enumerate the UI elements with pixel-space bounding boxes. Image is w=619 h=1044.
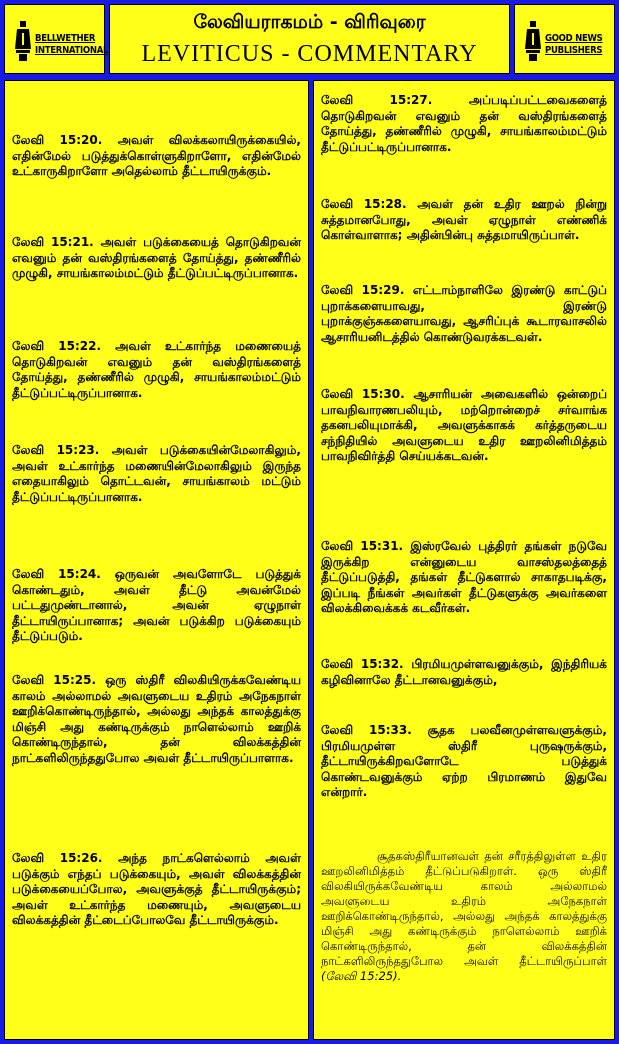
verse-text: ஆசாரியன் அவைகளில் ஒன்றைப் பாவநிவாரணபலியும், மற்றொன்றைச் சர்வாங்க தகனபலியுமாக்கி, அவளுக்காகக் கர்த்தருடைய சந்நிதியில் அவளுடைய உதிர ஊறலினிமித்தம் பாவநிவிர்த்தி செய்யக்கடவன். — [321, 387, 607, 464]
bellwether-logo-icon — [13, 19, 33, 63]
verse-paragraph — [12, 851, 301, 929]
title-panel — [109, 4, 510, 74]
commentary-paragraph — [321, 849, 607, 984]
english-title: LEVITICUS - COMMENTARY — [141, 41, 478, 67]
verse-paragraph — [321, 387, 607, 465]
good-news-logo-line1: GOOD NEWS — [545, 33, 603, 44]
verse-text: அவள் உட்கார்ந்த மணையைத் தொடுகிறவன் எவனும் தன் வஸ்திரங்களைத் தோய்த்து, தண்ணீரில் முழுகி, சாயங்காலம்மட்டும் தீட்டுப்பட்டிருப்பானாக. — [12, 339, 301, 400]
verse-paragraph — [321, 539, 607, 617]
verse-ref: லேவி 15:25. — [12, 673, 97, 687]
verse-ref: லேவி 15:20. — [12, 133, 103, 147]
verse-paragraph — [321, 723, 607, 801]
verse-ref: லேவி 15:32. — [321, 657, 404, 671]
verse-paragraph — [321, 93, 607, 155]
verse-text: ஒருவன் அவளோடே படுத்துக் கொண்டதும், அவள் தீட்டு அவன்மேல் பட்டதுமுண்டானால், அவன் ஏழுநாள் தீட்டாயிருப்பானாக; அவன் படுக்கிற படுக்கையும் தீட்டுப்படும். — [12, 567, 301, 644]
verse-paragraph — [321, 657, 607, 688]
verse-ref: லேவி 15:23. — [12, 443, 100, 457]
verse-paragraph — [321, 283, 607, 345]
good-news-logo — [523, 19, 608, 63]
bellwether-logo-line1: BELLWETHER — [35, 33, 96, 44]
verse-ref: லேவி 15:24. — [12, 567, 101, 581]
verse-text: அப்படிப்பட்டவைகளைத் தொடுகிறவன் எவனும் தன் வஸ்திரங்களைத் தோய்த்து, தண்ணீரில் முழுகி, சாயங்காலம்மட்டும் தீட்டுப்பட்டிருப்பானாக. — [321, 93, 607, 154]
verse-paragraph — [12, 673, 301, 767]
bellwether-logo — [13, 19, 109, 63]
verse-text: பிரமியமுள்ளவனுக்கும், இந்திரியக் கழிவினாலே தீட்டானவனுக்கும், — [321, 657, 607, 687]
verse-paragraph — [12, 133, 301, 180]
right-logo-panel — [514, 4, 615, 74]
verse-text: அவள் விலக்கலாயிருக்கையில், எதின்மேல் படுத்துக்கொள்ளுகிறாளோ, எதின்மேல் உட்காருகிறாளோ அதெல்லாம் தீட்டாயிருக்கும். — [12, 133, 301, 179]
verse-ref: லேவி 15:28. — [321, 197, 407, 211]
verse-paragraph — [12, 567, 301, 645]
verse-ref: லேவி 15:22. — [12, 339, 102, 353]
verse-ref: லேவி 15:33. — [321, 723, 412, 737]
verse-text: எட்டாம்நாளிலே இரண்டு காட்டுப் புறாக்களையாவது, இரண்டு புறாக்குஞ்சுகளையாவது, ஆசரிப்புக் கூடாரவாசலில் ஆசாரியனிடத்தில் கொண்டுவரக்கடவள். — [321, 283, 607, 344]
verse-paragraph — [12, 235, 301, 282]
verse-paragraph — [12, 443, 301, 505]
good-news-logo-text — [545, 33, 603, 57]
verse-ref: லேவி 15:31. — [321, 539, 404, 553]
verse-paragraph — [12, 339, 301, 401]
bellwether-logo-text — [35, 33, 108, 57]
verse-ref: லேவி 15:29. — [321, 283, 405, 297]
good-news-logo-icon — [523, 19, 543, 63]
verse-text: ஒரு ஸ்திரீ விலகியிருக்கவேண்டிய காலம் அல்லாமல் அவளுடைய உதிரம் அநேகநாள் ஊறிக்கொண்டிருந்தால், அல்லது அந்தக் காலத்துக்கு மிஞ்சி அது கண்டிருக்கும் நாளெல்லாம் ஊறிக் கொண்டிருந்தால், தன் விலக்கத்தின் நாட்களிலிருந்ததுபோல அவள் தீட்டாயிருப்பாளாக. — [12, 673, 301, 765]
commentary-ref: (லேவி 15:25). — [321, 969, 402, 983]
bellwether-logo-line2: INTERNATIONAL — [35, 45, 109, 56]
left-logo-panel — [4, 4, 109, 74]
verse-ref: லேவி 15:21. — [12, 235, 94, 249]
verse-ref: லேவி 15:26. — [12, 851, 103, 865]
verse-paragraph — [321, 197, 607, 244]
commentary-text: சூதகஸ்திரீயானவள் தன் சரீரத்திலுள்ள உதிர ஊறலினிமித்தம் தீட்டுப்படுகிறாள். ஒரு ஸ்திரீ விலகியிருக்கவேண்டிய காலம் அல்லாமல் அவளுடைய உதிரம் அநேகநாள் ஊறிக்கொண்டிருந்தால், அல்லது அந்தக் காலத்துக்கு மிஞ்சி அது கண்டிருக்கும் நாளெல்லாம் ஊறிக் கொண்டிருந்தால், தன் விலக்கத்தின் நாட்களிலிருந்ததுபோல அவள் தீட்டாயிருப்பாள் — [321, 849, 607, 968]
tamil-title: லேவியராகமம் - விரிவுரை — [193, 11, 426, 33]
verse-text: சூதக பலவீனமுள்ளவளுக்கும், பிரமியமுள்ள ஸ்திரீ புருஷருக்கும், தீட்டாயிருக்கிறவளோடே படுத்துக் கொண்டவனுக்கும் ஏற்ற பிரமாணம் இதுவே என்றார். — [321, 723, 607, 800]
verse-text: அவள் படுக்கையைத் தொடுகிறவன் எவனும் தன் வஸ்திரங்களைத் தோய்த்து, தண்ணீரில் முழுகி, சாயங்காலம்மட்டும் தீட்டுப்பட்டிருப்பானாக. — [12, 235, 301, 281]
verse-ref: லேவி 15:30. — [321, 387, 405, 401]
left-column — [4, 80, 309, 1040]
verse-text: அந்த நாட்களெல்லாம் அவள் படுக்கும் எந்தப் படுக்கையும், அவள் விலக்கத்தின் படுக்கையைப்போல, அவளுக்குத் தீட்டாயிருக்கும்; அவள் உட்கார்ந்த மணையும், அவளுடைய விலக்கத்தின் தீட்டைப்போலவே தீட்டாயிருக்கும். — [12, 851, 301, 928]
verse-text: அவள் படுக்கையின்மேலாகிலும், அவள் உட்கார்ந்த மணையின்மேலாகிலும் இருந்த எதையாகிலும் தொட்டவன், சாயங்காலம் மட்டும் தீட்டுப்பட்டிருப்பானாக. — [12, 443, 301, 504]
verse-ref: லேவி 15:27. — [321, 93, 433, 107]
good-news-logo-line2: PUBLISHERS — [545, 45, 603, 56]
verse-text: அவள் தன் உதிர ஊறல் நின்று சுத்தமானபோது, அவள் ஏழுநாள் எண்ணிக் கொள்வாளாக; அதின்பின்பு சுத்தமாயிருப்பாள். — [321, 197, 607, 243]
verse-text: இஸ்ரவேல் புத்திரர் தங்கள் நடுவே இருக்கிற என்னுடைய வாசஸ்தலத்தைத் தீட்டுப்படுத்தி, தங்கள் தீட்டுகளால் சாகாதபடிக்கு, இப்படி நீங்கள் அவர்கள் தீட்டுகளுக்கு அவர்களை விலக்கிவைக்கக் கடவீர்கள். — [321, 539, 607, 616]
right-column — [313, 80, 615, 1040]
